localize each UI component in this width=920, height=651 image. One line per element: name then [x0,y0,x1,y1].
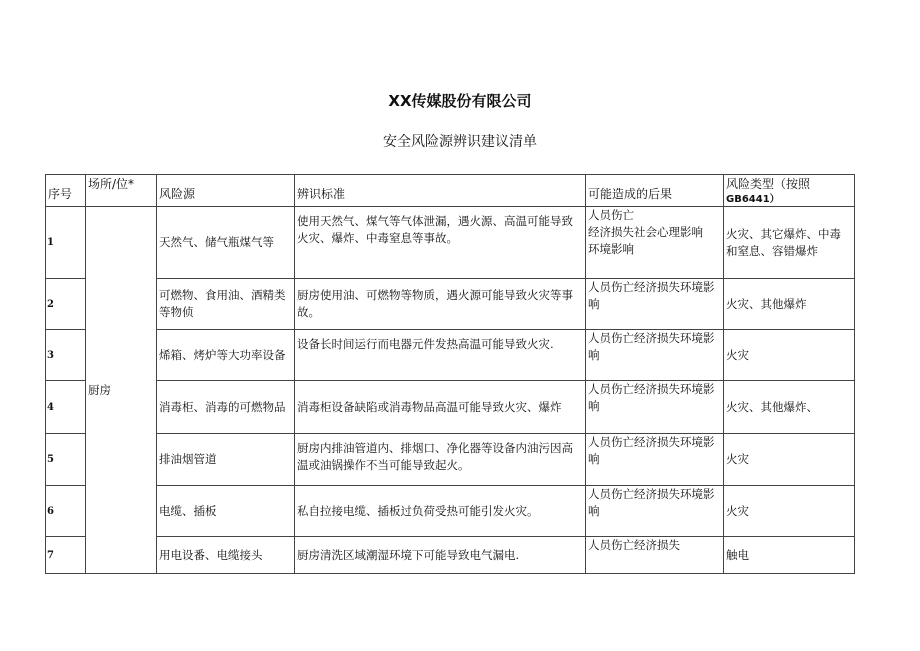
location-cell: 厨房 [86,207,157,574]
header-location: 场所/位* [86,175,157,207]
row-index: 2 [46,279,86,330]
criteria-cell: 私自拉接电缆、插板过负荷受热可能引发火灾。 [295,486,586,537]
row-index: 5 [46,434,86,486]
consequence-cell: 人员伤亡经济损失环境影响 [586,330,724,381]
header-risk-type-label: 风险类型（按照 [726,177,811,191]
table-row [46,434,855,486]
risk-type-cell: 火灾、其他爆炸 [724,279,855,330]
header-risk-type [724,175,855,207]
header-risk-source: 风险源 [157,175,295,207]
risk-type-cell: 火灾 [724,434,855,486]
risk-source-cell: 消毒柜、消毒的可燃物品 [157,381,295,434]
risk-source-cell: 排油烟管道 [157,434,295,486]
consequence-cell: 人员伤亡经济损失环境影响 [586,486,724,537]
consequence-cell: 人员伤亡经济损失环境影响 [586,279,724,330]
risk-source-table [45,174,855,574]
consequence-cell: 人员伤亡经济损失环境影响 [586,381,724,434]
criteria-cell: 厨房使用油、可燃物等物质，遇火源可能导致火灾等事故。 [295,279,586,330]
consequence-cell: 人员伤亡 经济损失社会心理影响 环境影响 [586,207,724,279]
company-title: XX传媒股份有限公司 [388,92,532,110]
row-index: 7 [46,537,86,574]
row-index: 6 [46,486,86,537]
header-consequence: 可能造成的后果 [586,175,724,207]
risk-type-cell: 火灾 [724,330,855,381]
table-header-row [46,175,855,207]
header-index: 序号 [46,175,86,207]
table-row [46,486,855,537]
table-row [46,381,855,434]
risk-source-cell: 烯箱、烤炉等大功率设备 [157,330,295,381]
criteria-cell: 消毒柜设备缺陷或消毒物品高温可能导致火灾、爆炸 [295,381,586,434]
table-row [46,537,855,574]
criteria-cell: 厨房内排油管道内、排烟口、净化器等设备内油污因高温或油锅操作不当可能导致起火。 [295,434,586,486]
row-index: 4 [46,381,86,434]
criteria-cell: 设备长时间运行而电器元件发热高温可能导致火灾. [295,330,586,381]
consequence-cell: 人员伤亡经济损失环境影响 [586,434,724,486]
risk-source-cell: 用电设番、电缆接头 [157,537,295,574]
row-index: 1 [46,207,86,279]
header-risk-type-standard: GB6441） [726,194,780,205]
criteria-cell: 厨房清洗区域潮湿环境下可能导致电气漏电. [295,537,586,574]
criteria-cell: 使用天然气、煤气等气体泄漏，遇火源、高温可能导致火灾、爆炸、中毒窒息等事故。 [295,207,586,279]
header-criteria: 辨识标准 [295,175,586,207]
table-row [46,279,855,330]
risk-source-cell: 可燃物、食用油、酒精类等物侦 [157,279,295,330]
risk-type-cell: 触电 [724,537,855,574]
table-row [46,207,855,279]
table-row [46,330,855,381]
risk-type-cell: 火灾、其他爆炸、 [724,381,855,434]
risk-type-cell: 火灾 [724,486,855,537]
row-index: 3 [46,330,86,381]
risk-source-cell: 天然气、储气瓶煤气等 [157,207,295,279]
document-subtitle: 安全风险源辨识建议清单 [383,134,537,150]
risk-type-cell: 火灾、其它爆炸、中毒和窒息、容错爆炸 [724,207,855,279]
risk-source-cell: 电缆、插板 [157,486,295,537]
consequence-cell: 人员伤亡经济损失 [586,537,724,574]
